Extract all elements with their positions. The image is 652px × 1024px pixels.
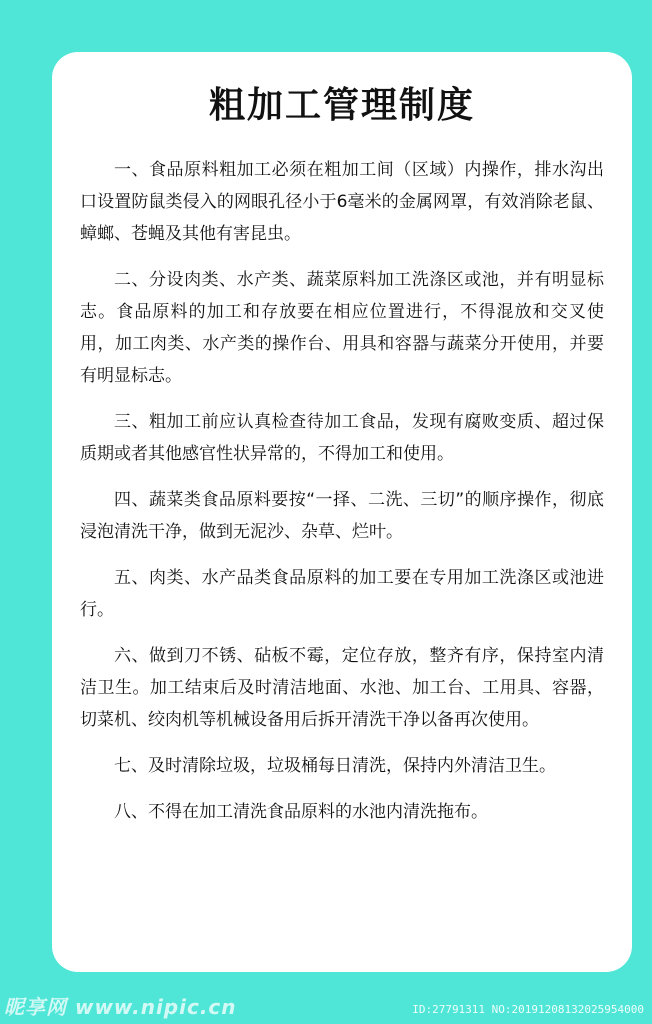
clause-5: 五、肉类、水产品类食品原料的加工要在专用加工洗涤区或池进行。 bbox=[80, 568, 604, 620]
clause-3: 三、粗加工前应认真检查待加工食品，发现有腐败变质、超过保质期或者其他感官性状异常的，不得加工和使用。 bbox=[80, 412, 604, 464]
document-title: 粗加工管理制度 bbox=[208, 85, 475, 126]
clause-4: 四、蔬菜类食品原料要按“一择、二洗、三切”的顺序操作，彻底浸泡清洗干净，做到无泥沙、杂草、烂叶。 bbox=[80, 490, 604, 542]
image-id-label: ID:27791311 NO:20191208132025954000 bbox=[412, 1003, 644, 1016]
clause-6: 六、做到刀不锈、砧板不霉，定位存放，整齐有序，保持室内清洁卫生。加工结束后及时清洁地面、水池、加工台、工用具、容器，切菜机、绞肉机等机械设备用后拆开清洗干净以备再次使用。 bbox=[80, 646, 604, 730]
clause-2: 二、分设肉类、水产类、蔬菜原料加工洗涤区或池，并有明显标志。食品原料的加工和存放要在相应位置进行，不得混放和交叉使用，加工肉类、水产类的操作台、用具和容器与蔬菜分开使用，并要有明显标志。 bbox=[80, 270, 604, 386]
clause-7: 七、及时清除垃圾，垃圾桶每日清洗，保持内外清洁卫生。 bbox=[114, 756, 556, 776]
site-watermark: 昵享网 www.nipic.cn bbox=[4, 995, 237, 1019]
clause-8: 八、不得在加工清洗食品原料的水池内清洗拖布。 bbox=[114, 802, 488, 822]
document-card bbox=[52, 52, 632, 972]
clause-1: 一、食品原料粗加工必须在粗加工间（区域）内操作，排水沟出口设置防鼠类侵入的网眼孔径小于6毫米的金属网罩，有效消除老鼠、蟑螂、苍蝇及其他有害昆虫。 bbox=[80, 160, 604, 244]
